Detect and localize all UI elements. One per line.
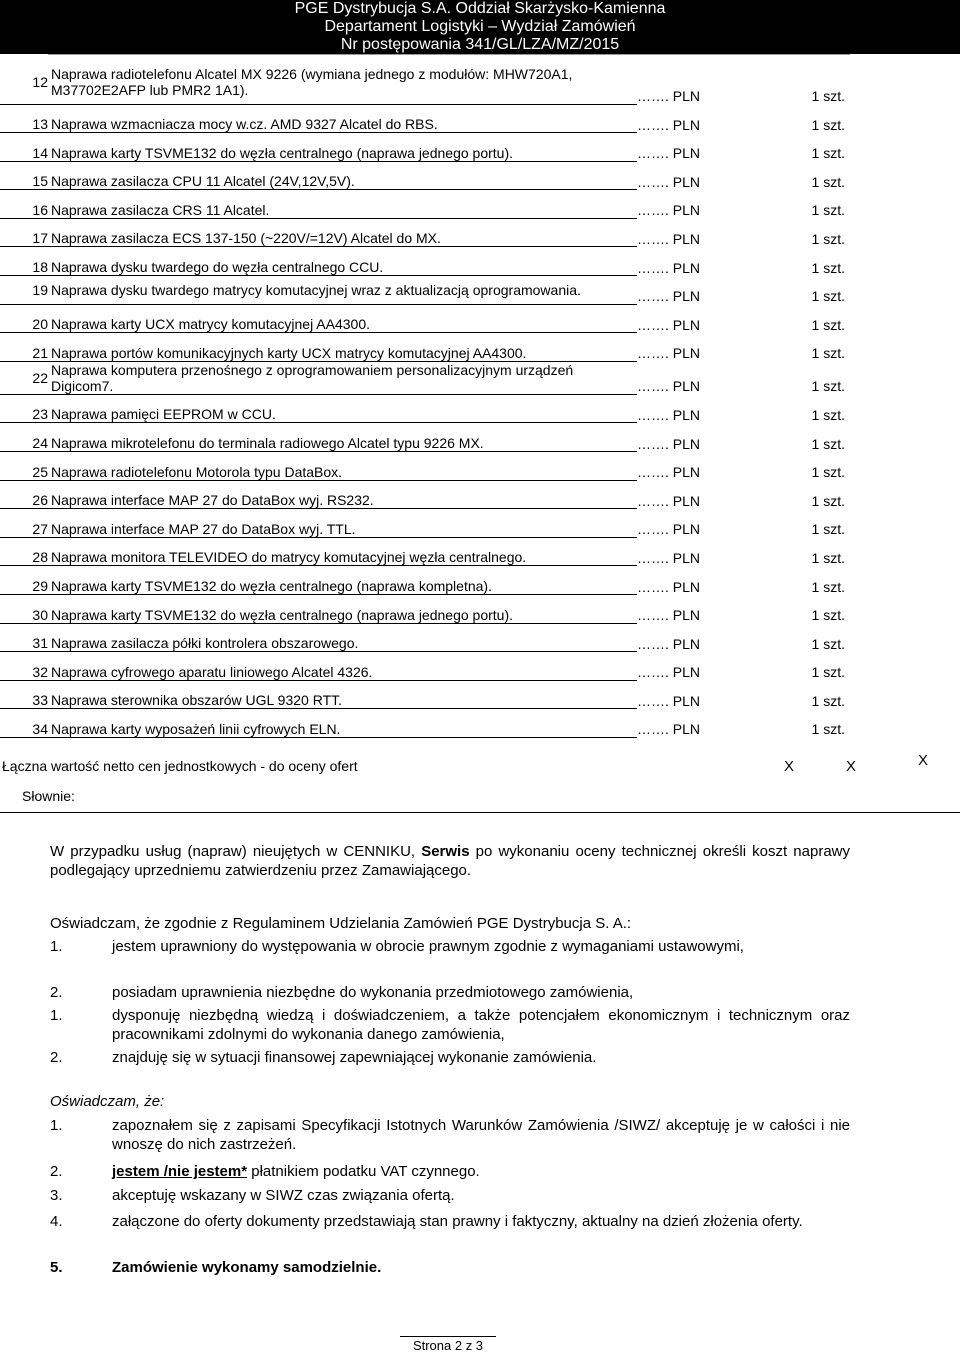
item-description: Naprawa karty TSVME132 do węzła centralnego (naprawa jednego portu). (51, 595, 637, 624)
item-price[interactable]: ……. PLN (637, 492, 701, 509)
item-quantity: 1 szt. (811, 721, 845, 738)
item-price[interactable]: ……. PLN (637, 173, 701, 190)
item-description: Naprawa cyfrowego aparatu liniowego Alcatel 4326. (51, 652, 637, 681)
item-number: 23 (0, 394, 51, 423)
table-row (0, 680, 869, 709)
item-number: 31 (0, 623, 51, 652)
item-price[interactable]: ……. PLN (637, 435, 701, 452)
item-quantity: 1 szt. (811, 316, 845, 333)
table-row (0, 190, 869, 219)
item-quantity: 1 szt. (811, 230, 845, 247)
item-description: Naprawa karty wyposażeń linii cyfrowych ELN. (51, 709, 637, 738)
footer-rule (400, 1336, 496, 1337)
declaration-item: 1. jestem uprawniony do występowania w obrocie prawnym zgodnie z wymaganiami ustawowymi, (50, 938, 744, 955)
total-x-value: X (918, 752, 929, 769)
table-row (0, 423, 869, 452)
item-number: 29 (0, 566, 51, 595)
declaration-intro: Oświadczam, że zgodnie z Regulaminem Udzielania Zamówień PGE Dystrybucja S. A.: (50, 915, 632, 932)
table-row (0, 276, 869, 305)
table-row (0, 709, 869, 738)
item-quantity: 1 szt. (811, 378, 845, 395)
item-number: 25 (0, 452, 51, 481)
item-quantity: 1 szt. (811, 635, 845, 652)
item-description: Naprawa dysku twardego matrycy komutacyjnej wraz z aktualizacją oprogramowania. (51, 276, 637, 305)
item-number: 15 (0, 161, 51, 190)
table-row (0, 361, 869, 394)
total-label: Łączna wartość netto cen jednostkowych - do oceny ofert (2, 758, 358, 774)
declaration-item: 1. dysponuję niezbędną wiedzą i doświadczeniem, a także potencjałem ekonomicznym i technicznym oraz pracownikami zdolnymi do wykonania danego zamówienia, (50, 1007, 850, 1043)
item-quantity: 1 szt. (811, 202, 845, 219)
header-company: PGE Dystrybucja S.A. Oddział Skarżysko-Kamienna (294, 0, 666, 17)
item-price[interactable]: ……. PLN (637, 664, 701, 681)
service-note: W przypadku usług (napraw) nieujętych w CENNIKU, Serwis po wykonaniu oceny technicznej określi koszt naprawy podlegający uprzedniemu zatwierdzeniu przez Zamawiającego. (50, 843, 850, 879)
table-row (0, 509, 869, 538)
item-price[interactable]: ……. PLN (637, 521, 701, 538)
item-description: Naprawa zasilacza półki kontrolera obszarowego. (51, 623, 637, 652)
table-row (0, 304, 869, 333)
item-number: 24 (0, 423, 51, 452)
item-number: 20 (0, 304, 51, 333)
item-number: 30 (0, 595, 51, 624)
item-price[interactable]: ……. PLN (637, 607, 701, 624)
item-quantity: 1 szt. (811, 145, 845, 162)
item-quantity: 1 szt. (811, 345, 845, 362)
item-description: Naprawa dysku twardego do węzła centralnego CCU. (51, 247, 637, 276)
table-row (0, 247, 869, 276)
item-description: Naprawa zasilacza CRS 11 Alcatel. (51, 190, 637, 219)
header-case-number: Nr postępowania 341/GL/LZA/MZ/2015 (340, 36, 620, 53)
item-number: 19 (0, 276, 51, 305)
statement-item: 4. załączone do oferty dokumenty przedstawiają stan prawny i faktyczny, aktualny na dzień złożenia oferty. (50, 1213, 803, 1230)
item-description: Naprawa portów komunikacyjnych karty UCX matrycy komutacyjnej AA4300. (51, 333, 637, 362)
item-number: 26 (0, 480, 51, 509)
item-price[interactable]: ……. PLN (637, 230, 701, 247)
table-row (0, 133, 869, 162)
header-rule (48, 54, 850, 55)
statement-item: 3. akceptuję wskazany w SIWZ czas związania ofertą. (50, 1187, 455, 1204)
declaration-item: 2. posiadam uprawnienia niezbędne do wykonania przedmiotowego zamówienia, (50, 984, 634, 1001)
table-row (0, 60, 869, 104)
statement-intro: Oświadczam, że: (50, 1093, 165, 1110)
section-divider (0, 812, 960, 813)
item-quantity: 1 szt. (811, 521, 845, 538)
statement-item-vat: 2. jestem /nie jestem* płatnikiem podatku VAT czynnego. (50, 1163, 480, 1180)
item-price[interactable]: ……. PLN (637, 464, 701, 481)
item-number: 22 (0, 361, 51, 394)
item-number: 34 (0, 709, 51, 738)
item-quantity: 1 szt. (811, 464, 845, 481)
table-row (0, 652, 869, 681)
item-description: Naprawa wzmacniacza mocy w.cz. AMD 9327 Alcatel do RBS. (51, 104, 637, 133)
table-row (0, 595, 869, 624)
price-table (0, 60, 869, 738)
statement-item: 5. Zamówienie wykonamy samodzielnie. (50, 1259, 382, 1276)
header-department: Departament Logistyki – Wydział Zamówień (324, 18, 636, 35)
item-price[interactable]: ……. PLN (637, 549, 701, 566)
total-x-price: X (784, 758, 795, 775)
item-quantity: 1 szt. (811, 492, 845, 509)
item-description: Naprawa komputera przenośnego z oprogramowaniem personalizacyjnym urządzeń Digicom7. (51, 361, 637, 394)
item-number: 16 (0, 190, 51, 219)
page-number: Strona 2 z 3 (412, 1338, 484, 1353)
table-row (0, 218, 869, 247)
item-price[interactable]: ……. PLN (637, 88, 701, 104)
item-number: 21 (0, 333, 51, 362)
item-number: 17 (0, 218, 51, 247)
item-number: 28 (0, 537, 51, 566)
item-description: Naprawa monitora TELEVIDEO do matrycy komutacyjnej węzła centralnego. (51, 537, 637, 566)
item-description: Naprawa radiotelefonu Alcatel MX 9226 (wymiana jednego z modułów: MHW720A1, M37702E2AFP lub PMR2 1A1). (51, 60, 637, 104)
item-description: Naprawa interface MAP 27 do DataBox wyj. TTL. (51, 509, 637, 538)
item-description: Naprawa sterownika obszarów UGL 9320 RTT. (51, 680, 637, 709)
item-quantity: 1 szt. (811, 578, 845, 595)
item-quantity: 1 szt. (811, 664, 845, 681)
item-price[interactable]: ……. PLN (637, 635, 701, 652)
table-row (0, 104, 869, 133)
item-price[interactable]: ……. PLN (637, 116, 701, 133)
item-price[interactable]: ……. PLN (637, 578, 701, 595)
table-row (0, 623, 869, 652)
table-row (0, 537, 869, 566)
item-description: Naprawa zasilacza CPU 11 Alcatel (24V,12V,5V). (51, 161, 637, 190)
item-number: 14 (0, 133, 51, 162)
document-header (0, 0, 960, 54)
item-quantity: 1 szt. (811, 88, 845, 104)
item-price[interactable]: ……. PLN (637, 406, 701, 423)
item-price[interactable]: ……. PLN (637, 345, 701, 362)
item-description: Naprawa mikrotelefonu do terminala radiowego Alcatel typu 9226 MX. (51, 423, 637, 452)
declaration-item: 2. znajduję się w sytuacji finansowej zapewniającej wykonanie zamówienia. (50, 1049, 597, 1066)
item-number: 33 (0, 680, 51, 709)
table-row (0, 566, 869, 595)
item-description: Naprawa interface MAP 27 do DataBox wyj. RS232. (51, 480, 637, 509)
item-number: 18 (0, 247, 51, 276)
item-quantity: 1 szt. (811, 692, 845, 709)
item-number: 27 (0, 509, 51, 538)
item-quantity: 1 szt. (811, 173, 845, 190)
item-quantity: 1 szt. (811, 406, 845, 423)
item-quantity: 1 szt. (811, 259, 845, 276)
item-price[interactable]: ……. PLN (637, 288, 701, 305)
item-quantity: 1 szt. (811, 607, 845, 624)
item-description: Naprawa zasilacza ECS 137-150 (~220V/=12V) Alcatel do MX. (51, 218, 637, 247)
table-row (0, 161, 869, 190)
statement-item: 1. zapoznałem się z zapisami Specyfikacji Istotnych Warunków Zamówienia /SIWZ/ akceptuję je w całości i nie wnoszę do nich zastrzeżeń. (50, 1117, 850, 1153)
table-row (0, 452, 869, 481)
table-row (0, 333, 869, 362)
item-price[interactable]: ……. PLN (637, 145, 701, 162)
item-number: 32 (0, 652, 51, 681)
item-price[interactable]: ……. PLN (637, 202, 701, 219)
item-description: Naprawa karty UCX matrycy komutacyjnej AA4300. (51, 304, 637, 333)
total-x-qty: X (846, 758, 857, 775)
item-price[interactable]: ……. PLN (637, 378, 701, 395)
table-row (0, 480, 869, 509)
table-row (0, 394, 869, 423)
item-description: Naprawa karty TSVME132 do węzła centralnego (naprawa jednego portu). (51, 133, 637, 162)
item-price[interactable]: ……. PLN (637, 259, 701, 276)
item-quantity: 1 szt. (811, 435, 845, 452)
item-description: Naprawa pamięci EEPROM w CCU. (51, 394, 637, 423)
item-quantity: 1 szt. (811, 549, 845, 566)
item-number: 12 (0, 60, 51, 104)
slownie-label: Słownie: (22, 788, 75, 804)
item-price[interactable]: ……. PLN (637, 316, 701, 333)
item-description: Naprawa radiotelefonu Motorola typu DataBox. (51, 452, 637, 481)
item-quantity: 1 szt. (811, 116, 845, 133)
item-price[interactable]: ……. PLN (637, 721, 701, 738)
item-description: Naprawa karty TSVME132 do węzła centralnego (naprawa kompletna). (51, 566, 637, 595)
item-number: 13 (0, 104, 51, 133)
item-price[interactable]: ……. PLN (637, 692, 701, 709)
item-quantity: 1 szt. (811, 288, 845, 305)
